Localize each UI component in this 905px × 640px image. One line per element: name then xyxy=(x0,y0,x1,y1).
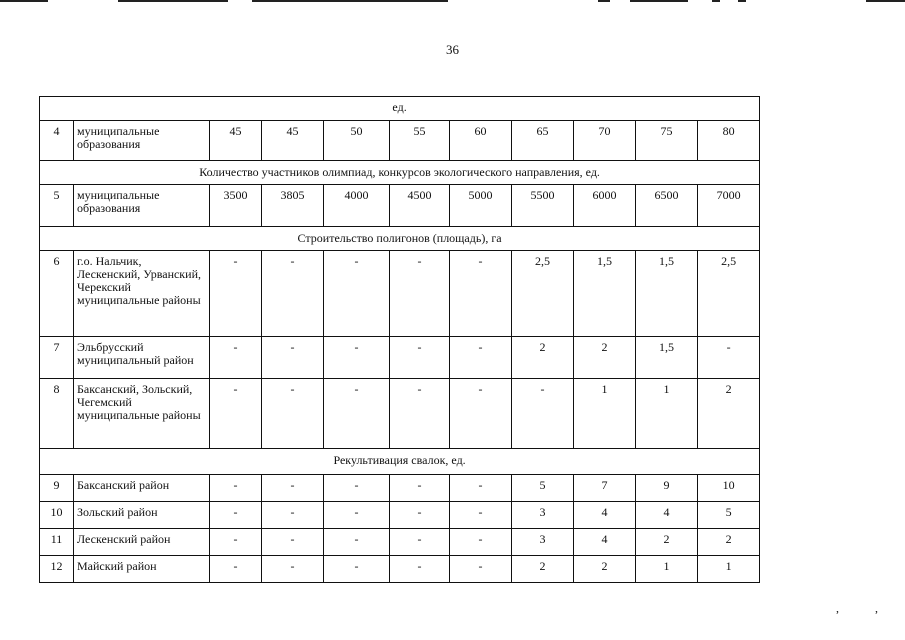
row-name: муниципальные образования xyxy=(74,185,210,227)
value-cell: - xyxy=(450,337,512,379)
scan-artifact-line xyxy=(738,0,746,2)
value-cell: 5 xyxy=(698,502,760,529)
section-header-row xyxy=(40,227,760,251)
value-cell: 65 xyxy=(512,121,574,161)
row-number: 12 xyxy=(40,556,74,583)
value-cell: 6000 xyxy=(574,185,636,227)
value-cell: - xyxy=(698,337,760,379)
section-header-row xyxy=(40,161,760,185)
value-cell: 2,5 xyxy=(698,251,760,337)
scan-artifact-line xyxy=(712,0,720,2)
value-cell: - xyxy=(210,337,262,379)
page-number: 36 xyxy=(446,42,459,57)
scan-artifact-line xyxy=(118,0,228,2)
value-cell: 2 xyxy=(512,556,574,583)
value-cell: - xyxy=(324,337,390,379)
value-cell: 75 xyxy=(636,121,698,161)
table-row xyxy=(40,475,760,502)
value-cell: 3 xyxy=(512,502,574,529)
value-cell: - xyxy=(450,502,512,529)
value-cell: - xyxy=(210,556,262,583)
value-cell: 60 xyxy=(450,121,512,161)
row-number: 9 xyxy=(40,475,74,502)
value-cell: - xyxy=(390,251,450,337)
value-cell: 2 xyxy=(698,379,760,449)
value-cell: - xyxy=(210,379,262,449)
table-row xyxy=(40,379,760,449)
row-name: Баксанский, Зольский, Чегемский муниципальные районы xyxy=(74,379,210,449)
value-cell: 2 xyxy=(512,337,574,379)
table-row xyxy=(40,251,760,337)
value-cell: - xyxy=(390,529,450,556)
value-cell: 5000 xyxy=(450,185,512,227)
table-row xyxy=(40,185,760,227)
value-cell: 7 xyxy=(574,475,636,502)
value-cell: 1 xyxy=(636,556,698,583)
row-name: Зольский район xyxy=(74,502,210,529)
value-cell: 4500 xyxy=(390,185,450,227)
value-cell: 5500 xyxy=(512,185,574,227)
table-row xyxy=(40,337,760,379)
scan-artifact-line xyxy=(630,0,688,2)
value-cell: - xyxy=(262,475,324,502)
value-cell: - xyxy=(450,379,512,449)
value-cell: - xyxy=(210,475,262,502)
value-cell: 4 xyxy=(574,529,636,556)
row-number: 7 xyxy=(40,337,74,379)
value-cell: - xyxy=(390,379,450,449)
value-cell: - xyxy=(262,529,324,556)
value-cell: 45 xyxy=(262,121,324,161)
section-header-row xyxy=(40,449,760,475)
row-name: г.о. Нальчик, Лескенский, Урванский, Черекский муниципальные районы xyxy=(74,251,210,337)
value-cell: - xyxy=(324,529,390,556)
table-row xyxy=(40,529,760,556)
value-cell: - xyxy=(324,379,390,449)
value-cell: 2 xyxy=(698,529,760,556)
scan-artifact-line xyxy=(866,0,905,2)
scan-artifact-line xyxy=(252,0,448,2)
value-cell: 2 xyxy=(636,529,698,556)
value-cell: 1,5 xyxy=(574,251,636,337)
value-cell: 6500 xyxy=(636,185,698,227)
value-cell: 70 xyxy=(574,121,636,161)
section-title: Рекультивация свалок, ед. xyxy=(40,449,760,475)
value-cell: 4000 xyxy=(324,185,390,227)
value-cell: - xyxy=(262,337,324,379)
row-name: Эльбрусский муниципальный район xyxy=(74,337,210,379)
indicators-table xyxy=(39,96,760,583)
value-cell: - xyxy=(210,251,262,337)
value-cell: 55 xyxy=(390,121,450,161)
value-cell: 1 xyxy=(636,379,698,449)
value-cell: - xyxy=(324,556,390,583)
value-cell: - xyxy=(390,502,450,529)
value-cell: - xyxy=(324,475,390,502)
value-cell: - xyxy=(450,529,512,556)
value-cell: - xyxy=(262,251,324,337)
table-row xyxy=(40,556,760,583)
row-number: 10 xyxy=(40,502,74,529)
value-cell: 2 xyxy=(574,556,636,583)
value-cell: 1 xyxy=(698,556,760,583)
value-cell: - xyxy=(512,379,574,449)
value-cell: 4 xyxy=(636,502,698,529)
value-cell: 50 xyxy=(324,121,390,161)
value-cell: 3805 xyxy=(262,185,324,227)
value-cell: - xyxy=(450,475,512,502)
value-cell: - xyxy=(262,502,324,529)
value-cell: 2 xyxy=(574,337,636,379)
row-number: 4 xyxy=(40,121,74,161)
value-cell: - xyxy=(450,251,512,337)
units-cell: ед. xyxy=(40,97,760,121)
value-cell: 9 xyxy=(636,475,698,502)
value-cell: 4 xyxy=(574,502,636,529)
row-name: Майский район xyxy=(74,556,210,583)
value-cell: - xyxy=(450,556,512,583)
row-number: 11 xyxy=(40,529,74,556)
value-cell: - xyxy=(210,529,262,556)
value-cell: 1 xyxy=(574,379,636,449)
row-number: 6 xyxy=(40,251,74,337)
scan-mark: , xyxy=(836,601,839,615)
value-cell: 2,5 xyxy=(512,251,574,337)
row-number: 8 xyxy=(40,379,74,449)
value-cell: 7000 xyxy=(698,185,760,227)
value-cell: 3500 xyxy=(210,185,262,227)
row-name: Баксанский район xyxy=(74,475,210,502)
value-cell: 5 xyxy=(512,475,574,502)
value-cell: - xyxy=(324,251,390,337)
scan-artifact-line xyxy=(0,0,48,2)
row-name: Лескенский район xyxy=(74,529,210,556)
value-cell: 1,5 xyxy=(636,251,698,337)
value-cell: - xyxy=(262,379,324,449)
row-number: 5 xyxy=(40,185,74,227)
value-cell: 10 xyxy=(698,475,760,502)
value-cell: - xyxy=(390,556,450,583)
section-title: Количество участников олимпиад, конкурсов экологического направления, ед. xyxy=(40,161,760,185)
value-cell: - xyxy=(210,502,262,529)
value-cell: - xyxy=(324,502,390,529)
table-row xyxy=(40,502,760,529)
units-row xyxy=(40,97,760,121)
scan-artifact-line xyxy=(598,0,610,2)
value-cell: 80 xyxy=(698,121,760,161)
scan-mark: , xyxy=(875,601,878,615)
value-cell: - xyxy=(262,556,324,583)
table-row xyxy=(40,121,760,161)
section-title: Строительство полигонов (площадь), га xyxy=(40,227,760,251)
value-cell: 1,5 xyxy=(636,337,698,379)
value-cell: - xyxy=(390,475,450,502)
row-name: муниципальные образования xyxy=(74,121,210,161)
value-cell: 45 xyxy=(210,121,262,161)
value-cell: 3 xyxy=(512,529,574,556)
value-cell: - xyxy=(390,337,450,379)
